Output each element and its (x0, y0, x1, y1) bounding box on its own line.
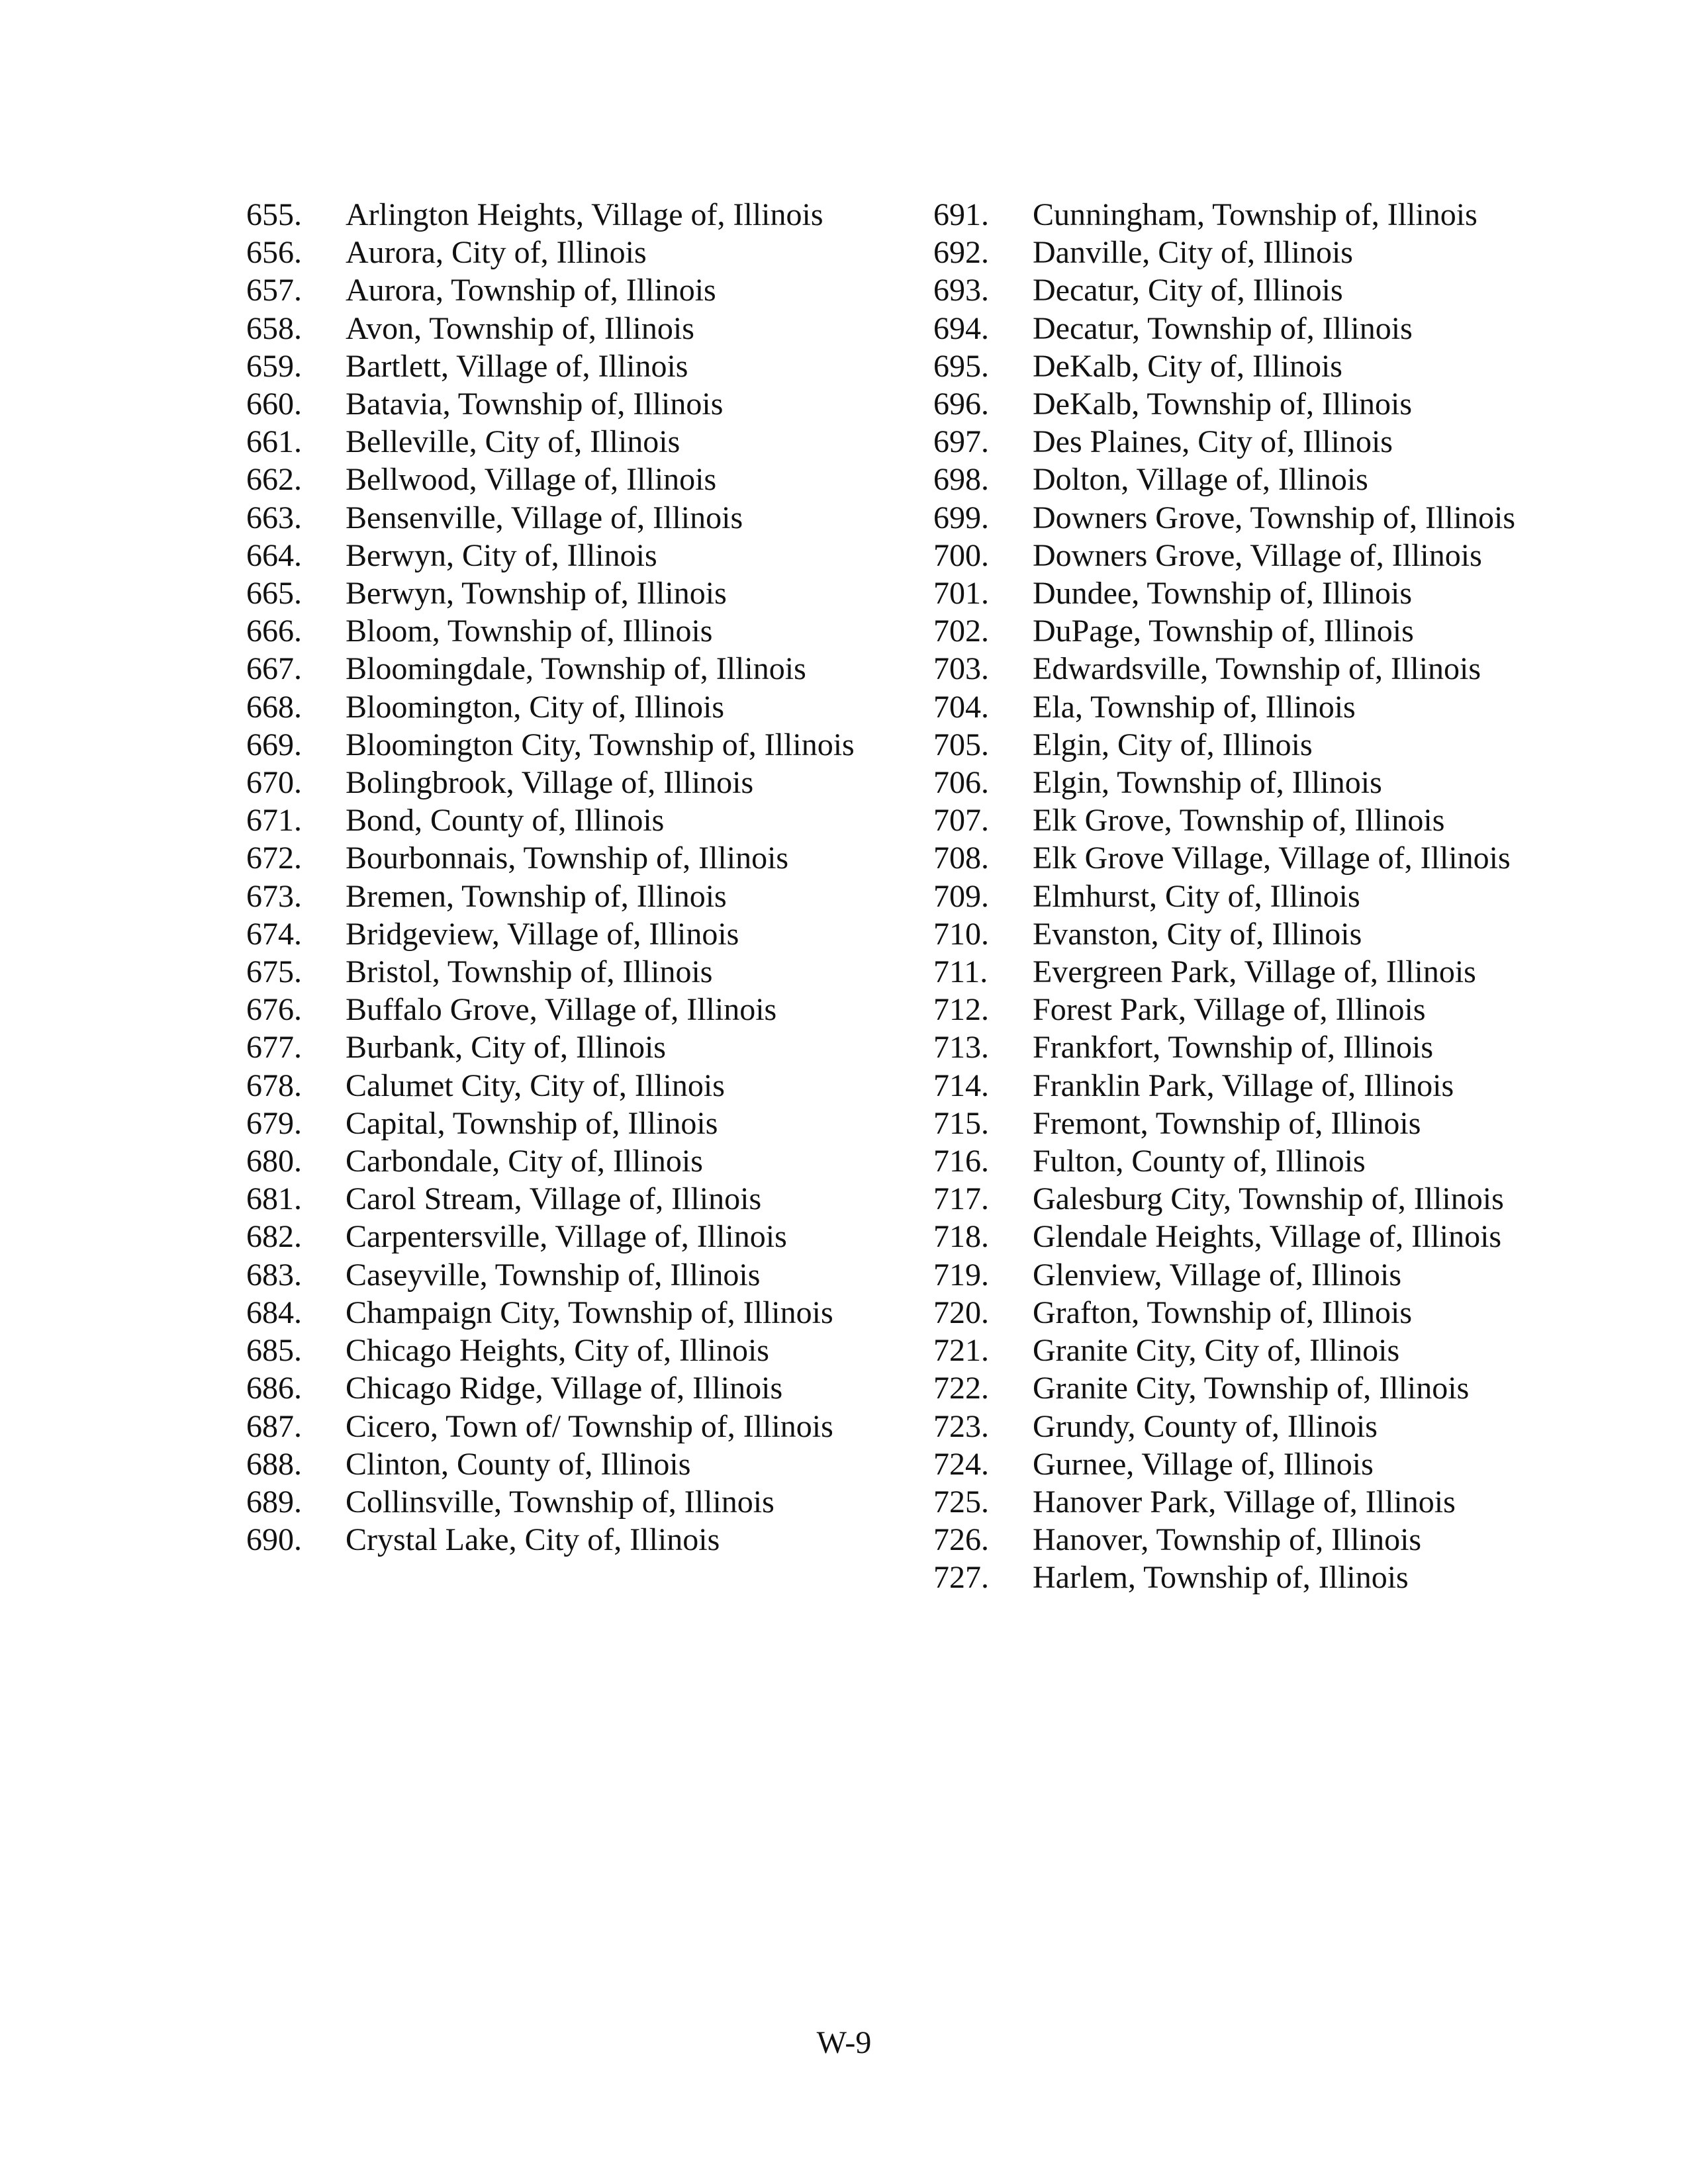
item-text: Forest Park, Village of, Illinois (1033, 992, 1426, 1028)
list-item (933, 1521, 1529, 1559)
item-text: Champaign City, Township of, Illinois (346, 1295, 833, 1330)
list-item (933, 991, 1529, 1028)
list-item (933, 385, 1529, 423)
list-item (246, 1028, 882, 1066)
item-text: Bremen, Township of, Illinois (346, 878, 727, 914)
item-text: Elk Grove Village, Village of, Illinois (1033, 841, 1511, 876)
list-item (246, 1105, 882, 1142)
item-number: 702. (933, 614, 989, 649)
list-item (246, 1180, 882, 1218)
item-text: Collinsville, Township of, Illinois (346, 1484, 774, 1520)
item-number: 670. (246, 765, 302, 801)
list-item (933, 839, 1529, 877)
item-number: 724. (933, 1446, 989, 1482)
item-number: 655. (246, 197, 302, 232)
item-text: Caseyville, Township of, Illinois (346, 1257, 761, 1293)
item-number: 674. (246, 916, 302, 952)
item-number: 684. (246, 1295, 302, 1330)
item-text: Elgin, Township of, Illinois (1033, 765, 1382, 801)
list-item (246, 1067, 882, 1105)
item-number: 712. (933, 992, 989, 1028)
item-text: Galesburg City, Township of, Illinois (1033, 1181, 1504, 1217)
list-item (246, 991, 882, 1028)
item-number: 716. (933, 1144, 989, 1179)
item-number: 697. (933, 424, 989, 460)
item-number: 698. (933, 462, 989, 498)
item-text: Cunningham, Township of, Illinois (1033, 197, 1477, 232)
list-item (933, 461, 1529, 498)
item-text: Hanover Park, Village of, Illinois (1033, 1484, 1456, 1520)
item-text: Grundy, County of, Illinois (1033, 1408, 1378, 1444)
item-number: 726. (933, 1522, 989, 1558)
list-item (246, 1483, 882, 1521)
list-item (246, 878, 882, 915)
item-number: 722. (933, 1371, 989, 1406)
list-item (933, 1180, 1529, 1218)
list-item (246, 385, 882, 423)
item-text: Edwardsville, Township of, Illinois (1033, 651, 1481, 687)
item-text: Capital, Township of, Illinois (346, 1105, 718, 1141)
item-number: 678. (246, 1068, 302, 1103)
list-item (933, 1028, 1529, 1066)
item-text: Granite City, Township of, Illinois (1033, 1371, 1470, 1406)
item-text: Crystal Lake, City of, Illinois (346, 1522, 720, 1558)
item-number: 707. (933, 803, 989, 839)
item-number: 717. (933, 1181, 989, 1217)
list-item (246, 574, 882, 612)
item-text: DeKalb, City of, Illinois (1033, 348, 1342, 384)
list-item (933, 1332, 1529, 1369)
item-text: Harlem, Township of, Illinois (1033, 1560, 1409, 1596)
item-text: Batavia, Township of, Illinois (346, 387, 724, 422)
item-number: 714. (933, 1068, 989, 1103)
list-item (246, 1218, 882, 1255)
item-number: 657. (246, 273, 302, 308)
item-number: 669. (246, 727, 302, 762)
item-text: Berwyn, City of, Illinois (346, 537, 657, 573)
list-item (246, 688, 882, 726)
item-text: Chicago Ridge, Village of, Illinois (346, 1371, 783, 1406)
item-number: 690. (246, 1522, 302, 1558)
item-number: 682. (246, 1219, 302, 1255)
item-text: Chicago Heights, City of, Illinois (346, 1333, 769, 1369)
item-text: Bartlett, Village of, Illinois (346, 348, 688, 384)
item-number: 686. (246, 1371, 302, 1406)
item-text: DeKalb, Township of, Illinois (1033, 387, 1413, 422)
item-text: Elk Grove, Township of, Illinois (1033, 803, 1445, 839)
item-text: Fremont, Township of, Illinois (1033, 1105, 1421, 1141)
item-text: Decatur, Township of, Illinois (1033, 310, 1413, 346)
list-item (246, 310, 882, 347)
list-item (933, 1445, 1529, 1483)
item-number: 718. (933, 1219, 989, 1255)
list-item (933, 688, 1529, 726)
item-text: Calumet City, City of, Illinois (346, 1068, 725, 1103)
list-item (246, 801, 882, 839)
item-number: 721. (933, 1333, 989, 1369)
list-item (246, 1294, 882, 1332)
item-number: 715. (933, 1105, 989, 1141)
item-number: 701. (933, 576, 989, 612)
item-text: Des Plaines, City of, Illinois (1033, 424, 1393, 460)
list-item (246, 764, 882, 801)
item-text: Granite City, City of, Illinois (1033, 1333, 1400, 1369)
list-item (933, 1067, 1529, 1105)
item-number: 667. (246, 651, 302, 687)
item-number: 688. (246, 1446, 302, 1482)
list-item (933, 726, 1529, 764)
list-item (933, 650, 1529, 688)
item-text: Burbank, City of, Illinois (346, 1030, 666, 1066)
list-item (933, 953, 1529, 991)
list-item (933, 271, 1529, 309)
item-number: 699. (933, 500, 989, 535)
item-number: 672. (246, 841, 302, 876)
item-number: 675. (246, 954, 302, 990)
item-text: Arlington Heights, Village of, Illinois (346, 197, 823, 232)
item-text: Decatur, City of, Illinois (1033, 273, 1343, 308)
item-text: Glenview, Village of, Illinois (1033, 1257, 1402, 1293)
item-text: Grafton, Township of, Illinois (1033, 1295, 1413, 1330)
item-number: 695. (933, 348, 989, 384)
list-item (246, 1332, 882, 1369)
item-text: Buffalo Grove, Village of, Illinois (346, 992, 777, 1028)
item-text: Belleville, City of, Illinois (346, 424, 680, 460)
item-text: Aurora, Township of, Illinois (346, 273, 716, 308)
list-item (246, 726, 882, 764)
list-item (933, 1559, 1529, 1596)
item-number: 671. (246, 803, 302, 839)
item-number: 689. (246, 1484, 302, 1520)
item-number: 720. (933, 1295, 989, 1330)
item-text: Bloomingdale, Township of, Illinois (346, 651, 806, 687)
item-number: 663. (246, 500, 302, 535)
item-number: 691. (933, 197, 989, 232)
item-text: Bond, County of, Illinois (346, 803, 665, 839)
list-item (933, 1408, 1529, 1445)
item-number: 704. (933, 689, 989, 725)
list-item (246, 612, 882, 650)
item-number: 685. (246, 1333, 302, 1369)
list-item (933, 612, 1529, 650)
left-column-list (246, 196, 882, 1559)
item-text: Evanston, City of, Illinois (1033, 916, 1362, 952)
item-number: 662. (246, 462, 302, 498)
item-number: 696. (933, 387, 989, 422)
item-number: 679. (246, 1105, 302, 1141)
item-text: Carol Stream, Village of, Illinois (346, 1181, 762, 1217)
item-number: 708. (933, 841, 989, 876)
list-item (246, 196, 882, 234)
right-column-list (933, 196, 1529, 1597)
item-text: Evergreen Park, Village of, Illinois (1033, 954, 1476, 990)
list-item (933, 1294, 1529, 1332)
list-item (246, 953, 882, 991)
item-number: 660. (246, 387, 302, 422)
item-text: Ela, Township of, Illinois (1033, 689, 1356, 725)
item-text: Aurora, City of, Illinois (346, 235, 647, 271)
list-item (246, 1521, 882, 1559)
list-item (246, 461, 882, 498)
list-item (246, 839, 882, 877)
item-number: 665. (246, 576, 302, 612)
item-number: 709. (933, 878, 989, 914)
list-item (933, 1142, 1529, 1180)
item-text: Bellwood, Village of, Illinois (346, 462, 717, 498)
list-item (933, 1218, 1529, 1255)
item-text: Downers Grove, Village of, Illinois (1033, 537, 1482, 573)
item-text: Danville, City of, Illinois (1033, 235, 1353, 271)
list-item (933, 196, 1529, 234)
item-text: Clinton, County of, Illinois (346, 1446, 691, 1482)
list-item (933, 878, 1529, 915)
item-number: 711. (933, 954, 988, 990)
item-text: Hanover, Township of, Illinois (1033, 1522, 1422, 1558)
item-number: 661. (246, 424, 302, 460)
item-number: 658. (246, 310, 302, 346)
item-text: Berwyn, Township of, Illinois (346, 576, 727, 612)
item-text: Downers Grove, Township of, Illinois (1033, 500, 1516, 535)
item-text: Dolton, Village of, Illinois (1033, 462, 1368, 498)
item-text: Bloomington, City of, Illinois (346, 689, 725, 725)
list-item (933, 764, 1529, 801)
item-text: Elgin, City of, Illinois (1033, 727, 1313, 762)
item-number: 705. (933, 727, 989, 762)
item-text: Bloomington City, Township of, Illinois (346, 727, 855, 762)
item-text: Elmhurst, City of, Illinois (1033, 878, 1360, 914)
item-text: Bristol, Township of, Illinois (346, 954, 713, 990)
list-item (933, 310, 1529, 347)
list-item (933, 574, 1529, 612)
item-number: 659. (246, 348, 302, 384)
list-item (933, 499, 1529, 537)
item-text: Carbondale, City of, Illinois (346, 1144, 703, 1179)
item-number: 681. (246, 1181, 302, 1217)
item-text: Bensenville, Village of, Illinois (346, 500, 743, 535)
item-number: 703. (933, 651, 989, 687)
list-item (933, 915, 1529, 953)
item-text: Dundee, Township of, Illinois (1033, 576, 1413, 612)
list-item (933, 537, 1529, 574)
list-item (246, 1142, 882, 1180)
item-number: 723. (933, 1408, 989, 1444)
item-text: Bolingbrook, Village of, Illinois (346, 765, 754, 801)
item-number: 676. (246, 992, 302, 1028)
item-number: 693. (933, 273, 989, 308)
item-number: 680. (246, 1144, 302, 1179)
item-number: 668. (246, 689, 302, 725)
item-text: Bloom, Township of, Illinois (346, 614, 713, 649)
item-text: Bourbonnais, Township of, Illinois (346, 841, 789, 876)
list-item (246, 271, 882, 309)
list-item (933, 1483, 1529, 1521)
item-number: 713. (933, 1030, 989, 1066)
item-text: Bridgeview, Village of, Illinois (346, 916, 739, 952)
item-number: 719. (933, 1257, 989, 1293)
list-item (246, 1369, 882, 1407)
list-item (246, 915, 882, 953)
item-text: Gurnee, Village of, Illinois (1033, 1446, 1374, 1482)
item-number: 706. (933, 765, 989, 801)
list-item (933, 1105, 1529, 1142)
item-number: 700. (933, 537, 989, 573)
list-item (246, 1445, 882, 1483)
list-item (933, 423, 1529, 461)
list-item (933, 801, 1529, 839)
item-number: 683. (246, 1257, 302, 1293)
item-number: 677. (246, 1030, 302, 1066)
item-number: 673. (246, 878, 302, 914)
page-number: W-9 (816, 2025, 872, 2060)
item-number: 727. (933, 1560, 989, 1596)
item-number: 664. (246, 537, 302, 573)
list-item (933, 234, 1529, 271)
item-number: 692. (933, 235, 989, 271)
item-number: 656. (246, 235, 302, 271)
item-text: Franklin Park, Village of, Illinois (1033, 1068, 1454, 1103)
list-item (246, 537, 882, 574)
item-number: 725. (933, 1484, 989, 1520)
item-number: 666. (246, 614, 302, 649)
list-item (246, 499, 882, 537)
item-text: Cicero, Town of/ Township of, Illinois (346, 1408, 833, 1444)
item-text: Glendale Heights, Village of, Illinois (1033, 1219, 1502, 1255)
item-text: DuPage, Township of, Illinois (1033, 614, 1414, 649)
list-item (933, 347, 1529, 385)
item-text: Avon, Township of, Illinois (346, 310, 694, 346)
item-text: Frankfort, Township of, Illinois (1033, 1030, 1434, 1066)
item-number: 694. (933, 310, 989, 346)
list-item (933, 1369, 1529, 1407)
list-item (246, 347, 882, 385)
list-item (246, 1408, 882, 1445)
list-item (246, 1256, 882, 1294)
item-number: 687. (246, 1408, 302, 1444)
item-text: Fulton, County of, Illinois (1033, 1144, 1366, 1179)
list-item (246, 234, 882, 271)
list-item (246, 650, 882, 688)
item-number: 710. (933, 916, 989, 952)
list-item (246, 423, 882, 461)
item-text: Carpentersville, Village of, Illinois (346, 1219, 787, 1255)
list-item (933, 1256, 1529, 1294)
